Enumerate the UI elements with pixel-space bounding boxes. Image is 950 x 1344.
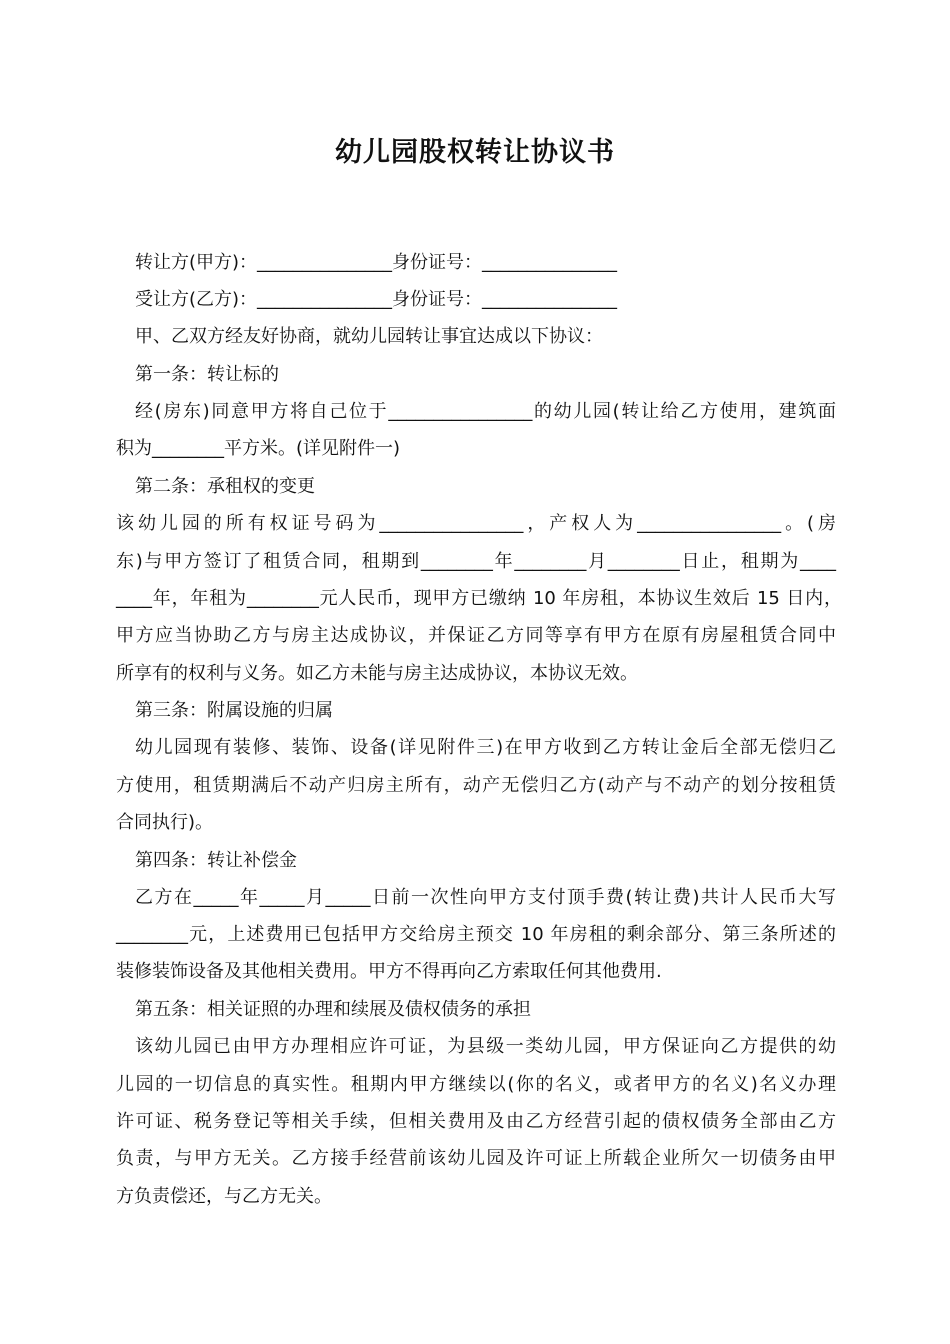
- paragraph-line: 东)与甲方签订了租赁合同，租期到________年________月________日止，租期为____: [116, 551, 836, 572]
- section-heading: 第五条：相关证照的办理和续展及债权债务的承担: [135, 999, 531, 1020]
- paragraph-line: 甲方应当协助乙方与房主达成协议，并保证乙方同等享有甲方在原有房屋租赁合同中: [116, 625, 836, 646]
- paragraph-line: 经(房东)同意甲方将自己位于________________的幼儿园(转让给乙方使用，建筑面: [135, 401, 836, 422]
- paragraph-line: 转让方(甲方)：_______________身份证号：_______________: [135, 252, 618, 273]
- paragraph-line: 该幼儿园已由甲方办理相应许可证，为县级一类幼儿园，甲方保证向乙方提供的幼: [135, 1036, 836, 1057]
- section-heading: 第二条：承租权的变更: [135, 476, 315, 497]
- paragraph-line: 该幼儿园的所有权证号码为________________，产权人为________________。(房: [116, 513, 836, 534]
- paragraph-line: 幼儿园现有装修、装饰、设备(详见附件三)在甲方收到乙方转让金后全部无偿归乙: [135, 737, 836, 758]
- paragraph-line: 乙方在_____年_____月_____日前一次性向甲方支付顶手费(转让费)共计人民币大写: [135, 887, 836, 908]
- paragraph-line: 受让方(乙方)：_______________身份证号：_______________: [135, 289, 618, 310]
- paragraph-line: ____年，年租为________元人民币，现甲方已缴纳 10 年房租，本协议生效后 15 日内，: [116, 588, 842, 609]
- paragraph-line: 合同执行)。: [116, 812, 214, 833]
- document-title: 幼儿园股权转让协议书: [335, 137, 615, 168]
- paragraph-line: ________元，上述费用已包括甲方交给房主预交 10 年房租的剩余部分、第三条所述的: [116, 924, 836, 945]
- paragraph-line: 方负责偿还，与乙方无关。: [116, 1186, 332, 1207]
- paragraph-line: 儿园的一切信息的真实性。租期内甲方继续以(你的名义，或者甲方的名义)名义办理: [116, 1074, 836, 1095]
- section-heading: 第四条：转让补偿金: [135, 850, 297, 871]
- paragraph-line: 许可证、税务登记等相关手续，但相关费用及由乙方经营引起的债权债务全部由乙方: [116, 1111, 836, 1132]
- paragraph-line: 积为________平方米。(详见附件一): [116, 438, 401, 459]
- paragraph-line: 装修装饰设备及其他相关费用。甲方不得再向乙方索取任何其他费用.: [116, 961, 662, 982]
- paragraph-line: 负责，与甲方无关。乙方接手经营前该幼儿园及许可证上所载企业所欠一切债务由甲: [116, 1148, 836, 1169]
- section-heading: 第三条：附属设施的归属: [135, 700, 333, 721]
- section-heading: 第一条：转让标的: [135, 364, 279, 385]
- paragraph-line: 所享有的权利与义务。如乙方未能与房主达成协议，本协议无效。: [116, 663, 638, 684]
- paragraph-line: 方使用，租赁期满后不动产归房主所有，动产无偿归乙方(动产与不动产的划分按租赁: [116, 775, 836, 796]
- paragraph-line: 甲、乙双方经友好协商，就幼儿园转让事宜达成以下协议：: [135, 326, 603, 347]
